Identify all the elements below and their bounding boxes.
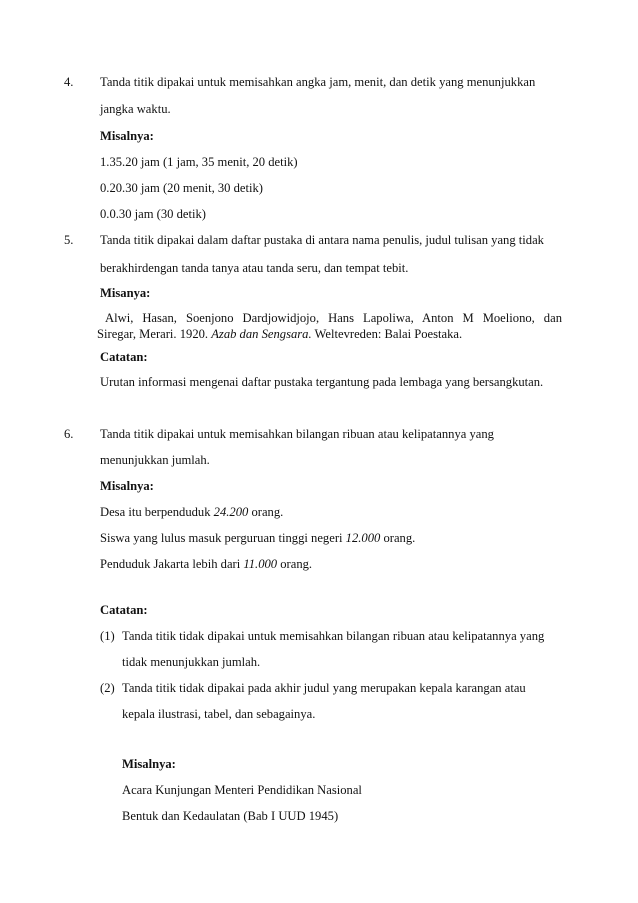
- item-4-example-1: 1.35.20 jam (1 jam, 35 menit, 20 detik): [100, 155, 298, 169]
- item-6-number: 6.: [64, 427, 74, 441]
- item-6-text-line-2: menunjukkan jumlah.: [100, 453, 210, 467]
- item-6-sub-example-1: Acara Kunjungan Menteri Pendidikan Nasional: [122, 783, 362, 797]
- item-4-example-label: Misalnya:: [100, 129, 154, 143]
- citation-title: Azab dan Sengsara.: [211, 327, 312, 341]
- item-6-example-3: Penduduk Jakarta lebih dari 11.000 orang.: [100, 557, 313, 571]
- item-5-text-line-1: Tanda titik dipakai dalam daftar pustaka di antara nama penulis, judul tulisan yang tidak: [100, 233, 544, 247]
- item-4-example-2: 0.20.30 jam (20 menit, 30 detik): [100, 181, 263, 195]
- item-5-note-label: Catatan:: [100, 350, 148, 364]
- item-4-example-3: 0.0.30 jam (30 detik): [100, 207, 206, 221]
- item-5-citation-line-2: Siregar, Merari. 1920. Azab dan Sengsara. Weltevreden: Balai Poestaka.: [97, 327, 463, 341]
- item-5-example-label: Misanya:: [100, 286, 151, 300]
- item-5-number: 5.: [64, 233, 74, 247]
- item-6-example-label: Misalnya:: [100, 479, 154, 493]
- item-4-number: 4.: [64, 75, 74, 89]
- item-5-note-text: Urutan informasi mengenai daftar pustaka tergantung pada lembaga yang bersangkutan.: [100, 375, 544, 389]
- item-6-note-1-line-1: Tanda titik tidak dipakai untuk memisahkan bilangan ribuan atau kelipatannya yang: [122, 629, 545, 643]
- item-4-text-line-1: Tanda titik dipakai untuk memisahkan angka jam, menit, dan detik yang menunjukkan: [100, 75, 536, 89]
- item-6-example-2: Siswa yang lulus masuk perguruan tinggi negeri 12.000 orang.: [100, 531, 416, 545]
- item-6-example-1: Desa itu berpenduduk 24.200 orang.: [100, 505, 284, 519]
- item-6-text-line-1: Tanda titik dipakai untuk memisahkan bilangan ribuan atau kelipatannya yang: [100, 427, 494, 441]
- item-5-text-line-2: berakhirdengan tanda tanya atau tanda seru, dan tempat tebit.: [100, 261, 409, 275]
- item-4-text-line-2: jangka waktu.: [100, 102, 171, 116]
- item-6-note-2-line-2: kepala ilustrasi, tabel, dan sebagainya.: [122, 707, 316, 721]
- item-6-note-label: Catatan:: [100, 603, 148, 617]
- item-5-citation-line-1: Alwi, Hasan, Soenjono Dardjowidjojo, Hans Lapoliwa, Anton M Moeliono, dan: [105, 311, 562, 325]
- item-6-note-1-marker: (1): [100, 629, 115, 643]
- item-6-note-2-line-1: Tanda titik tidak dipakai pada akhir judul yang merupakan kepala karangan atau: [122, 681, 526, 695]
- item-6-sub-example-label: Misalnya:: [122, 757, 176, 771]
- item-6-note-1-line-2: tidak menunjukkan jumlah.: [122, 655, 261, 669]
- item-6-sub-example-2: Bentuk dan Kedaulatan (Bab I UUD 1945): [122, 809, 339, 823]
- item-6-note-2-marker: (2): [100, 681, 115, 695]
